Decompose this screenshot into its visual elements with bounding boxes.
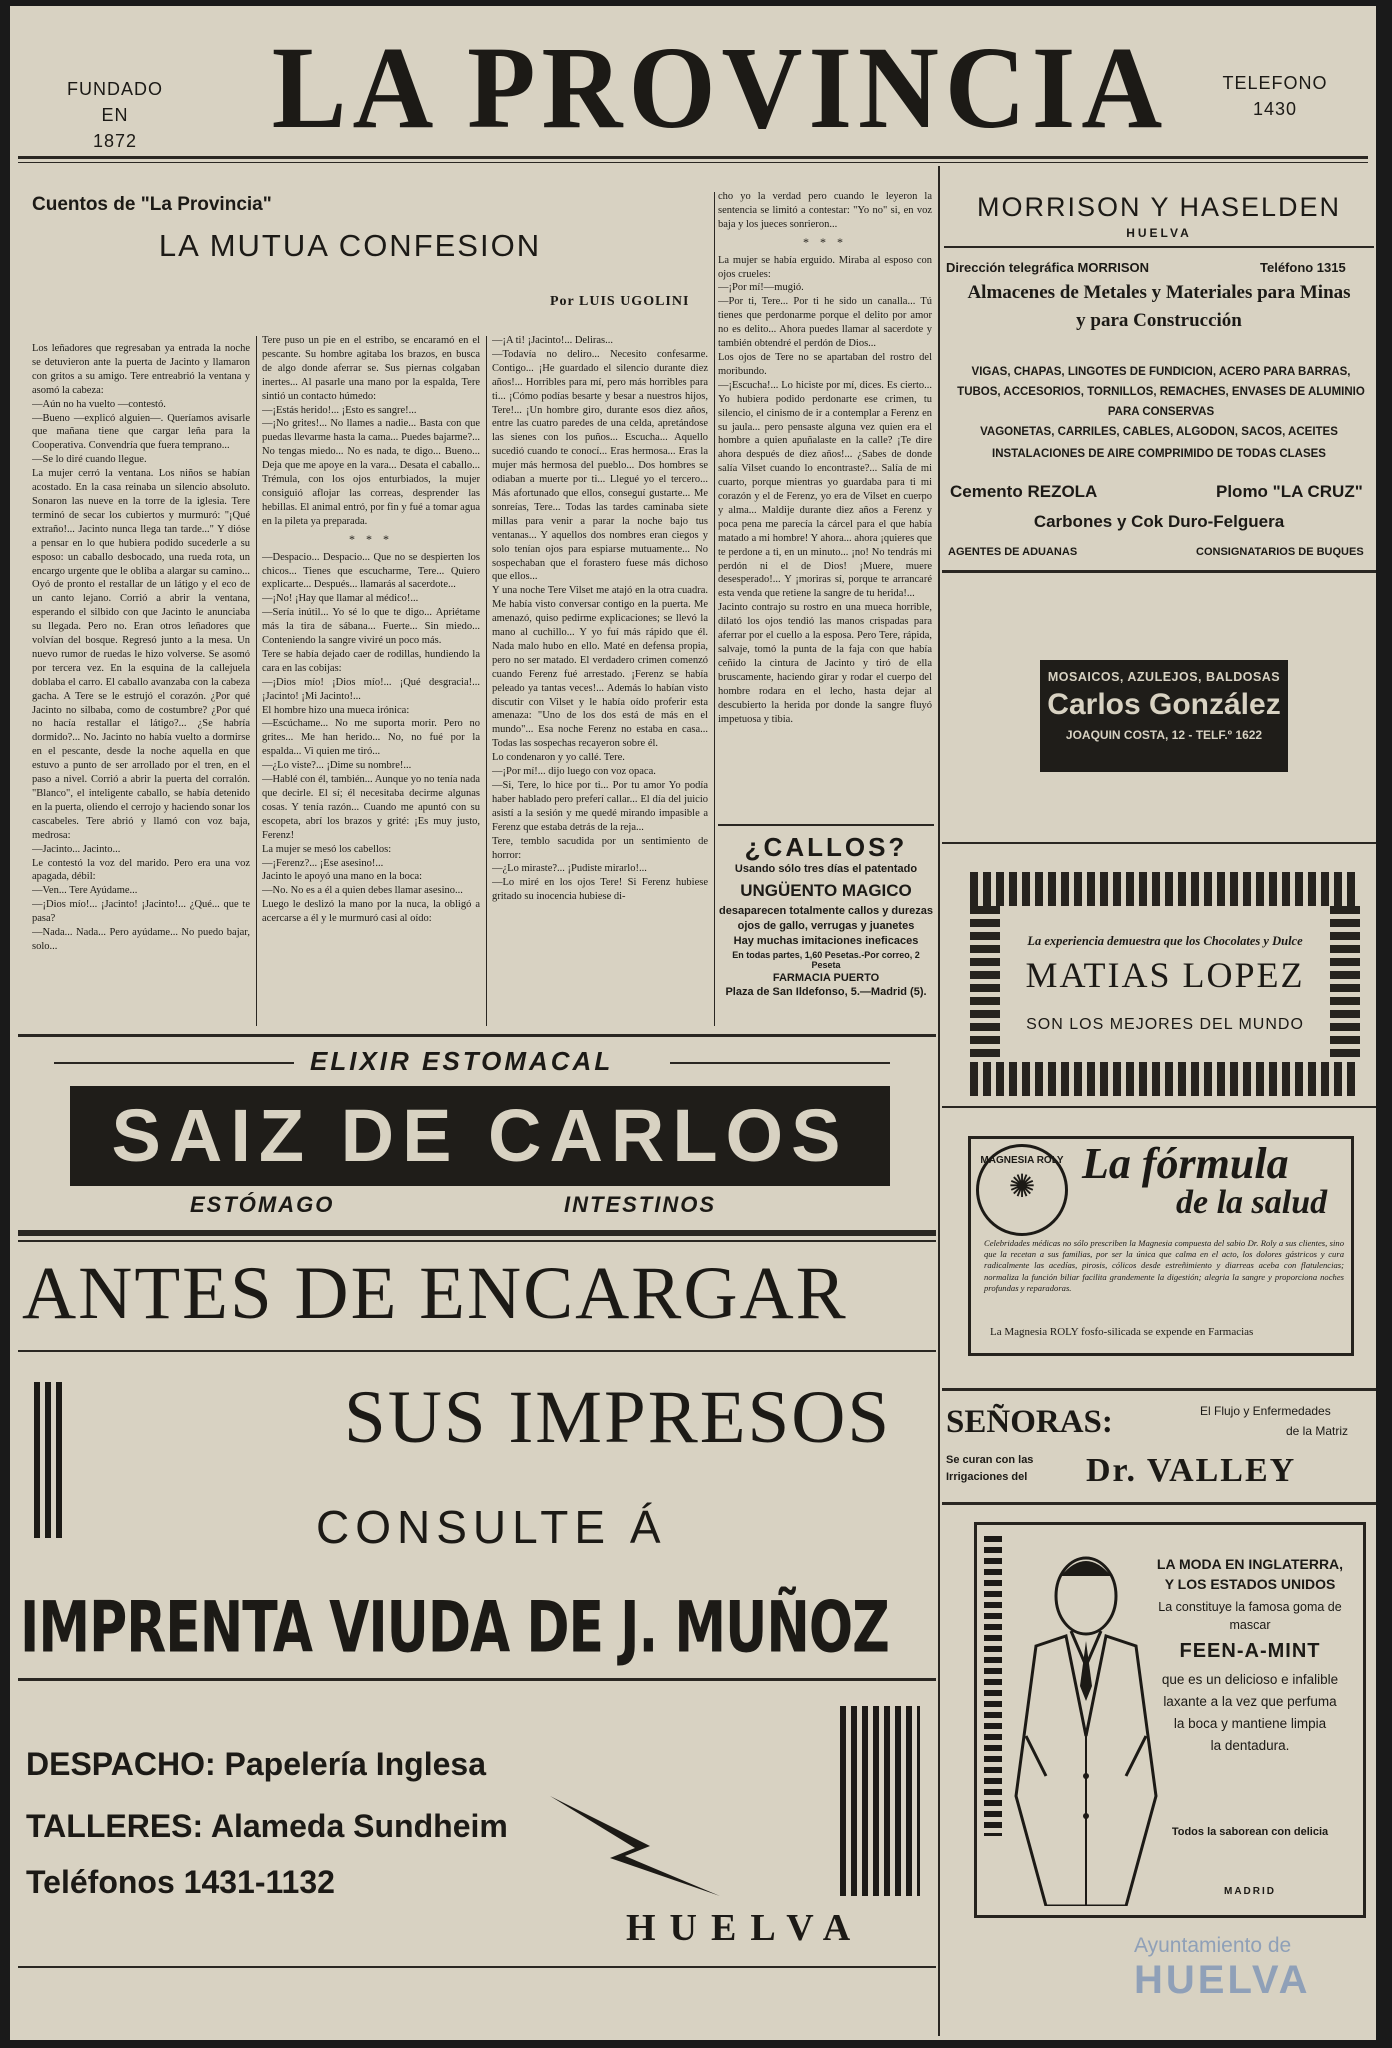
story-column-1 <box>32 342 250 1022</box>
saiz-top: ELIXIR ESTOMACAL <box>310 1046 614 1076</box>
ad-rule <box>718 824 934 826</box>
paragraph: —Nada... Nada... Pero ayúdame... No puedo bajar, solo... <box>32 927 250 952</box>
paragraph: —¡Ferenz?... ¡Ese asesino!... <box>262 857 384 869</box>
founded-label <box>55 76 175 154</box>
paragraph: —Escúchame... No me suporta morir. Pero no grites... Me han herido... No, no fué por la espalda... Vi quien me tiró... <box>262 718 480 758</box>
paragraph: —¡Dios mío! ¡Dios mío!... ¡Qué desgracia!... ¡Jacinto! ¡Mi Jacinto!... <box>262 676 480 702</box>
feenamint-footer: MADRID <box>1224 1886 1276 1897</box>
section-rule <box>18 1350 936 1352</box>
phone-text: TELEFONO <box>1222 73 1328 93</box>
roly-title: de la salud <box>1176 1184 1328 1221</box>
valley-text: de la Matriz <box>1286 1424 1349 1438</box>
valley-title: SEÑORAS: <box>946 1404 1113 1440</box>
paragraph: Los ojos de Tere no se apartaban del rostro del moribundo. <box>718 351 932 377</box>
paragraph: El hombre hizo una mueca irónica: <box>262 704 410 716</box>
imprenta-phones: Teléfonos 1431-1132 <box>26 1864 335 1900</box>
paragraph: —Lo miré en los ojos Tere! Si Ferenz hubiese gritado su inocencia hubiese di- <box>492 877 708 903</box>
paragraph: Y una noche Tere Vilset me atajó en la otra cuadra. Me había visto conversar contigo en la puerta. Me amenazó, quiso pedirme explicaciones; se llevó la mano al cuchillo... Y yo fuí más rápido que él. Nada malo hubo en ello. Maté en defensa propia, pero no ser matado. El verdadero crimen comenzó cuando Ferenz fué arrestado. ¡Ferenz se había peleado ya tantas veces!... Además lo habían visto discutir con Vilset y le había oído proferir esta amenaza: "Uno de los dos está de más en el mundo"... Esa noche Ferenz no estaba en casa... Todas las sospechas recayeron sobre él. <box>492 585 708 750</box>
ad-rule <box>942 1388 1376 1391</box>
paragraph: La mujer se había erguido. Miraba al esposo con ojos crueles: <box>718 254 932 280</box>
roly-footer: La Magnesia ROLY fosfo-silicada se expende en Farmacias <box>990 1326 1254 1338</box>
paragraph: —¡Estás herido!... ¡Esto es sangre!... <box>262 404 417 416</box>
roly-badge-text: MAGNESIA ROLY <box>980 1155 1064 1166</box>
morrison-title: MORRISON Y HASELDEN <box>976 192 1342 222</box>
paragraph: Le contestó la voz del marido. Pero era una voz apagada, débil: <box>32 857 250 883</box>
paragraph: —Si, Tere, lo hice por ti... Por tu amor Yo podía haber hablado pero preferí callar... El día del juicio asistí a la sesión y me quedé mirando impasible a Ferenz que estaba detrás de la reja... <box>492 780 708 833</box>
morrison-list: INSTALACIONES DE AIRE COMPRIMIDO DE TODAS CLASES <box>992 448 1326 460</box>
saiz-left: ESTÓMAGO <box>190 1192 335 1217</box>
imprenta-city: HUELVA <box>626 1907 865 1949</box>
story-section: Cuentos de "La Provincia" <box>32 194 272 215</box>
paragraph: —¡No! ¡Hay que llamar al médico!... <box>262 593 419 605</box>
column-divider <box>714 192 715 1026</box>
paragraph: —¡Por mí!—mugió. <box>718 282 804 294</box>
paragraph: —Ven... Tere Ayúdame... <box>32 885 138 897</box>
roly-badge <box>976 1144 1068 1236</box>
paragraph: —Todavía no deliro... Necesito confesarme. Contigo... ¡He guardado el silencio durante diez años!... Horribles para mí, pero más horribles para ti... ¡Cómo podías besarte y besar a nuestros hijos, Tere!... ¡Un hombre giro, durante esos diez años, entre las cuatro paredes de una celda, apretándose las sienes con los puños... Escucha... Aquello sucedió cuando te conocí... Eras hermosa... Eras la mujer más hermosa del pueblo... Dos hombres se odiaban a muerte por ti... Llegué yo el tercero... Más afortunado que ellos, conseguí gustarte... Me sonreías, Tere... Todas las tardes caminaba siete millas para venir a parar la noche bajo tus ventanas... Y aquellos dos nombres eran ciegos y solo tenían ojos para espiarse mutuamente... No sospechaban que el forastero fuese más dichoso que ellos... <box>492 348 708 583</box>
paragraph: La mujer se mesó los cabellos: <box>262 843 392 855</box>
morrison-city: HUELVA <box>1126 226 1192 240</box>
paragraph: Tere se había dejado caer de rodillas, hundiendo la cara en las cobijas: <box>262 648 480 674</box>
newspaper-title: LA PROVINCIA <box>271 22 1169 154</box>
phone-label <box>1210 70 1340 122</box>
section-rule <box>18 1230 936 1236</box>
paragraph: Jacinto le apoyó una mano en la boca: <box>262 871 423 883</box>
paragraph: Tere, temblo sacudida por un sentimiento de horror: <box>492 835 708 861</box>
morrison-headline: Almacenes de Metales y Materiales para Minas <box>967 282 1351 303</box>
paragraph: —¡Por mí!... dijo luego con voz opaca. <box>492 766 656 778</box>
paragraph: —Aún no ha vuelto —contestó. <box>32 398 166 410</box>
callos-address: Plaza de San Ildefonso, 5.—Madrid (5). <box>725 986 927 998</box>
decorative-stripes <box>34 1382 64 1538</box>
lopez-line: La experiencia demuestra que los Chocolates y Dulce <box>1027 934 1303 948</box>
paragraph: —Bueno —explicó alguien—. Queríamos avisarle que mañana tiene que cargar leña para la Cooperativa. Convendría que fuera temprano... <box>32 412 250 452</box>
works-value: Alameda Sundheim <box>210 1808 508 1844</box>
phone-number: 1430 <box>1252 99 1298 119</box>
paragraph: Jacinto contrajo su rostro en una mueca horrible, dilató los ojos tendió las manos crispadas para aferrar por el cuello a la esposa. Pero Tere, rápida, salvaje, tomó la punta de la faja con que había ceñido la cintura de Jacinto y tiró de ella bruscamente, haciendo girar y rodar el cuerpo del hombre rodara en el lecho, hasta dejar al descubierto la herida por donde la sangre fluyó impetuosa y tibia. <box>718 602 932 725</box>
saiz-banner <box>70 1086 890 1186</box>
star-icon: ✺ <box>1008 1168 1036 1204</box>
morrison-phone: Teléfono 1315 <box>1260 260 1346 275</box>
right-column-rule <box>938 166 940 2036</box>
callos-text: ojos de gallo, verrugas y juanetes <box>737 920 915 932</box>
newspaper-page <box>10 6 1376 2040</box>
imprenta-works <box>26 1808 508 1845</box>
paragraph: Los leñadores que regresaban ya entrada la noche se detuvieron ante la puerta de Jacinto y llamaron con gritos a su amigo. Tere entreabrió la ventana y asomó la cabeza: <box>32 343 250 396</box>
section-break: * * * <box>349 531 393 546</box>
feenamint-product: FEEN-A-MINT <box>1179 1640 1321 1662</box>
ad-rule <box>942 570 1376 573</box>
imprenta-name: IMPRENTA VIUDA DE J. MUÑOZ <box>20 1588 889 1669</box>
roly-body: Celebridades médicas no sólo prescriben la Magnesia compuesta del sabio Dr. Roly a sus clientes, sino que la recetan a sus familias, por ser la única que calma en el acto, los dolores gástricos y cura radicalmente las acedías, pirosis, cólicos desde estreñimiento y diarreas aceba con flatulencias; normaliza la función biliar facilita grandemente la digestión; alegria la sangre y proporciona noches profundas y reparadoras. <box>984 1238 1344 1293</box>
story-column-3 <box>492 334 708 1024</box>
gonzalez-address: JOAQUIN COSTA, 12 - TELF.º 1622 <box>1065 728 1263 742</box>
roly-title: La fórmula <box>1082 1139 1289 1188</box>
ad-rule <box>942 1502 1376 1505</box>
valley-text: El Flujo y Enfermedades <box>1200 1404 1331 1418</box>
column-divider <box>256 336 257 1026</box>
callos-text: desaparecen totalmente callos y durezas <box>719 905 933 917</box>
callos-text: Usando sólo tres días el patentado <box>734 863 918 875</box>
gonzalez-ad <box>1040 660 1288 772</box>
ad-rule <box>942 1106 1376 1108</box>
paragraph: Tere puso un pie en el estribo, se encaramó en el pescante. Su hombre agitaba los brazos, en busca de algo donde aferrar se. Sus piernas colgaban inertes... Al pasarle una mano por la espalda, Tere sintió un contacto húmedo: <box>262 335 480 402</box>
decorative-stripes <box>840 1706 920 1896</box>
feenamint-text: la dentadura. <box>1210 1738 1290 1753</box>
gonzalez-name: Carlos González <box>1047 688 1281 721</box>
paragraph: —¡Dios mío!... ¡Jacinto! ¡Jacinto!... ¿Qué... que te pasa? <box>32 899 250 925</box>
valley-text: Se curan con las <box>946 1454 1034 1466</box>
morrison-consignees: CONSIGNATARIOS DE BUQUES <box>1196 546 1364 558</box>
feenamint-text: que es un delicioso e infalible <box>1161 1672 1339 1687</box>
paragraph: —¿Lo miraste?... ¡Pudiste mirarlo!... <box>492 863 647 875</box>
founded-text: FUNDADO EN <box>67 79 163 125</box>
lopez-name: MATIAS LOPEZ <box>1025 955 1305 995</box>
watermark-title: HUELVA <box>1134 1958 1311 2002</box>
paragraph: Luego le deslizó la mano por la nuca, la obligó a acercarse a él y le murmuró casi al oído: <box>262 899 480 925</box>
office-label: DESPACHO: <box>26 1746 216 1782</box>
callos-pharmacy: FARMACIA PUERTO <box>772 972 880 984</box>
paragraph: —No. No es a él a quien debes llamar asesino... <box>262 885 463 897</box>
lopez-tagline: SON LOS MEJORES DEL MUNDO <box>1026 1016 1304 1033</box>
paragraph: —¡A ti! ¡Jacinto!... Deliras... <box>492 335 614 346</box>
watermark-text: Ayuntamiento de <box>1134 1934 1292 1957</box>
paragraph: —¡No grites!... No llames a nadie... Basta con que puedas llevarme hasta la cama... Puedes bajarme?... No tengas miedo... No es nada, te digo... Bueno... Deja que me apoye en la vara... Desata el caballo... Trémula, con los ojos enturbiados, la mujer consiguió aflojar las correas, desprender las hebillas. El animal entró, por fin y fué a tomar agua en la pileta ya preparada. <box>262 418 480 527</box>
paragraph: —¡Escucha!... Lo hiciste por mí, dices. Es cierto... Yo hubiera podido perdonarte ese crimen, tu silencio, el cinismo de ir a contemplar a Ferenz en su jaula... pero pensaste alguna vez quien era el hombre a quien apuñalaste en la calle? ¡Te dire ahora después de diez años!... ¿Sabes de donde salía Vilset cuando lo encontraste?... Salía de mi cuarto, porque mientras yo guardaba para ti mi corazón y el de Ferenz, yo era de Vilset en cuerpo y alma... Maldije durante diez años a Ferenz y poca pena me parecía la cárcel para el que había matado a mi hombre! Y ahora... ahora ¡quieres que te perdone a ti, en un minuto... ¡no! No tendrás mi perdón ni el de Dios! ¡Muere, muere desesperado!... Y ¡moriras sí, porque te arrancaré esta venda que retiene la sangre de tu herida!... <box>718 379 932 600</box>
paragraph: —Hablé con él, también... Aunque yo no tenía nada que decirle. El sí; él necesitaba decirme algunas cosas. Y tenía razón... Cuando me apuntó con su escopeta, abrí los brazos y grité: ¡Es muy justo, Ferenz! <box>262 774 480 841</box>
founded-year: 1872 <box>92 131 138 151</box>
feenamint-head: LA MODA EN INGLATERRA, <box>1156 1556 1344 1572</box>
paragraph: cho yo la verdad pero cuando le leyeron la sentencia se limitó a contestar: "Yo no" si, en voz baja y los jueces sonrieron... <box>718 191 932 230</box>
morrison-cement: Cemento REZOLA <box>950 482 1098 501</box>
section-break: * * * <box>803 234 847 249</box>
feenamint-text: laxante a la vez que perfuma <box>1163 1694 1337 1709</box>
paragraph: —Se lo diré cuando llegue. <box>32 454 147 466</box>
morrison-agents: AGENTES DE ADUANAS <box>948 546 1078 558</box>
ad-rule <box>942 842 1376 844</box>
feenamint-text: La constituye la famosa goma de <box>1158 1600 1342 1614</box>
morrison-coal: Carbones y Cok Duro-Felguera <box>1033 512 1285 531</box>
valley-doctor: Dr. VALLEY <box>1086 1452 1297 1489</box>
callos-ad <box>718 832 934 998</box>
decorative-stripes <box>984 1536 1002 1836</box>
zigzag-border <box>970 872 1360 906</box>
callos-title: ¿CALLOS? <box>744 832 908 862</box>
morrison-list: VIGAS, CHAPAS, LINGOTES DE FUNDICION, ACERO PARA BARRAS, TUBOS, ACCESORIOS, TORNILLOS, REMACHES, ENVASES DE ALUMINIO PARA CONSERVAS <box>957 366 1365 418</box>
gonzalez-line: MOSAICOS, AZULEJOS, BALDOSAS <box>1047 670 1281 684</box>
imprenta-line1: ANTES DE ENCARGAR <box>22 1252 848 1335</box>
morrison-list: VAGONETAS, CARRILES, CABLES, ALGODON, SACOS, ACEITES <box>980 426 1338 438</box>
saiz-name: SAIZ DE CARLOS <box>111 1094 849 1177</box>
ad-rule <box>944 246 1374 248</box>
paragraph: —Jacinto... Jacinto... <box>32 843 121 855</box>
zigzag-border <box>970 906 1000 1062</box>
ad-rule <box>54 1062 294 1064</box>
paragraph: La mujer cerró la ventana. Los niños se habían acostado. En la casa reinaba un silencio absoluto. Sonaron las nueve en la torre de la iglesia. Tere terminó de secar los cubiertos y murmuró: "¡Qué extraño!... Jacinto nunca llega tan tarde..." Y dióse a pensar en lo que hubiera podido sucederle a su esposo: un caballo desbocado, una rueda rota, un encargo urgente que le obliba a alargar su camino... Oyó de pronto el restallar de un látigo y el eco de un canto lejano. Corrió a abrir la ventana, esperando el silbido con que Jacinto le anunciaba su llegada. Pero no. Eran otros leñadores que volvían del bosque. Regresó junto a la mesa. Un nuevo rumor de ruedas le hizo volverse. Se asomó por tercera vez. En la esquina de la callejuela doblaba el carro. El caballo avanzaba con la cabeza gacha. A Tere se le estrujó el corazón. ¿Por qué Jacinto no silbaba, como de costumbre? ¿Por qué no hacía restallar el látigo?... ¿Se habría dormido?... No. Jacinto no había vuelto a dormirse en el pescante, desde la noche aquella en que estuvo a punto de ser arrollado por el tren, en el paso a nivel. Corrió a abrir la puerta del corralón. "Blanco", el inteligente caballo, se había detenido en la puerta, oliendo el cerrojo y haciendo sonar los cascabeles. Tere abrió y llamó con voz baja, medrosa: <box>32 468 250 841</box>
story-column-4 <box>718 190 932 820</box>
paragraph: —Por ti, Tere... Por ti he sido un canalla... Tú tienes que perdonarme porque el delito por amor no es delito... Ahora puedes llamar al sacerdote y también obtendré el perdón de Dios... <box>718 296 932 350</box>
valley-text: Irrigaciones del <box>946 1471 1028 1483</box>
feenamint-text: la boca y mantiene limpia <box>1173 1716 1327 1731</box>
morrison-telegraph: Dirección telegráfica MORRISON <box>946 260 1149 275</box>
feenamint-footer: Todos la saborean con delicia <box>1171 1826 1329 1838</box>
imprenta-line2: SUS IMPRESOS <box>344 1376 892 1459</box>
imprenta-office <box>26 1746 486 1783</box>
section-rule <box>18 1034 936 1037</box>
feenamint-text: mascar <box>1229 1618 1271 1632</box>
morrison-headline: y para Construcción <box>1076 310 1242 331</box>
paragraph: Lo condenaron y yo callé. Tere. <box>492 752 625 764</box>
zigzag-border <box>1330 906 1360 1062</box>
callos-text: Hay muchas imitaciones ineficaces <box>733 935 919 947</box>
feenamint-head: Y LOS ESTADOS UNIDOS <box>1164 1576 1336 1592</box>
story-title: LA MUTUA CONFESION <box>158 228 542 263</box>
imprenta-line3: CONSULTE Á <box>316 1501 667 1553</box>
callos-product: UNGÜENTO MAGICO <box>740 881 912 900</box>
masthead-rule <box>18 156 1368 159</box>
paragraph: —Despacio... Despacio... Que no se despierten los chicos... Tienes que escucharme, Tere... Quiero explicarte... Después... llamarás al sacerdote... <box>262 551 480 591</box>
morrison-lead: Plomo "LA CRUZ" <box>1216 482 1363 501</box>
zigzag-border <box>970 1062 1360 1096</box>
paragraph: —¿Lo viste?... ¡Dime su nombre!... <box>262 760 412 772</box>
office-value: Papelería Inglesa <box>224 1746 486 1782</box>
section-rule <box>18 1678 936 1681</box>
callos-text: En todas partes, 1,60 Pesetas.-Por correo, 2 Peseta <box>732 950 920 970</box>
paragraph: —Sería inútil... Yo sé lo que te digo... Apriétame más la tira de sábana... Fuerte... Sin miedo... Conteniendo la sangre viviré un poco más. <box>262 607 480 647</box>
works-label: TALLERES: <box>26 1808 204 1844</box>
section-rule <box>18 1966 936 1968</box>
lightning-arrow-icon <box>540 1786 740 1906</box>
column-divider <box>486 336 487 1026</box>
section-rule <box>18 1240 936 1242</box>
masthead-rule-thin <box>18 162 1368 163</box>
saiz-right: INTESTINOS <box>564 1192 717 1217</box>
story-byline: Por LUIS UGOLINI <box>550 294 690 309</box>
story-column-2 <box>262 334 480 1024</box>
ad-rule <box>670 1062 890 1064</box>
